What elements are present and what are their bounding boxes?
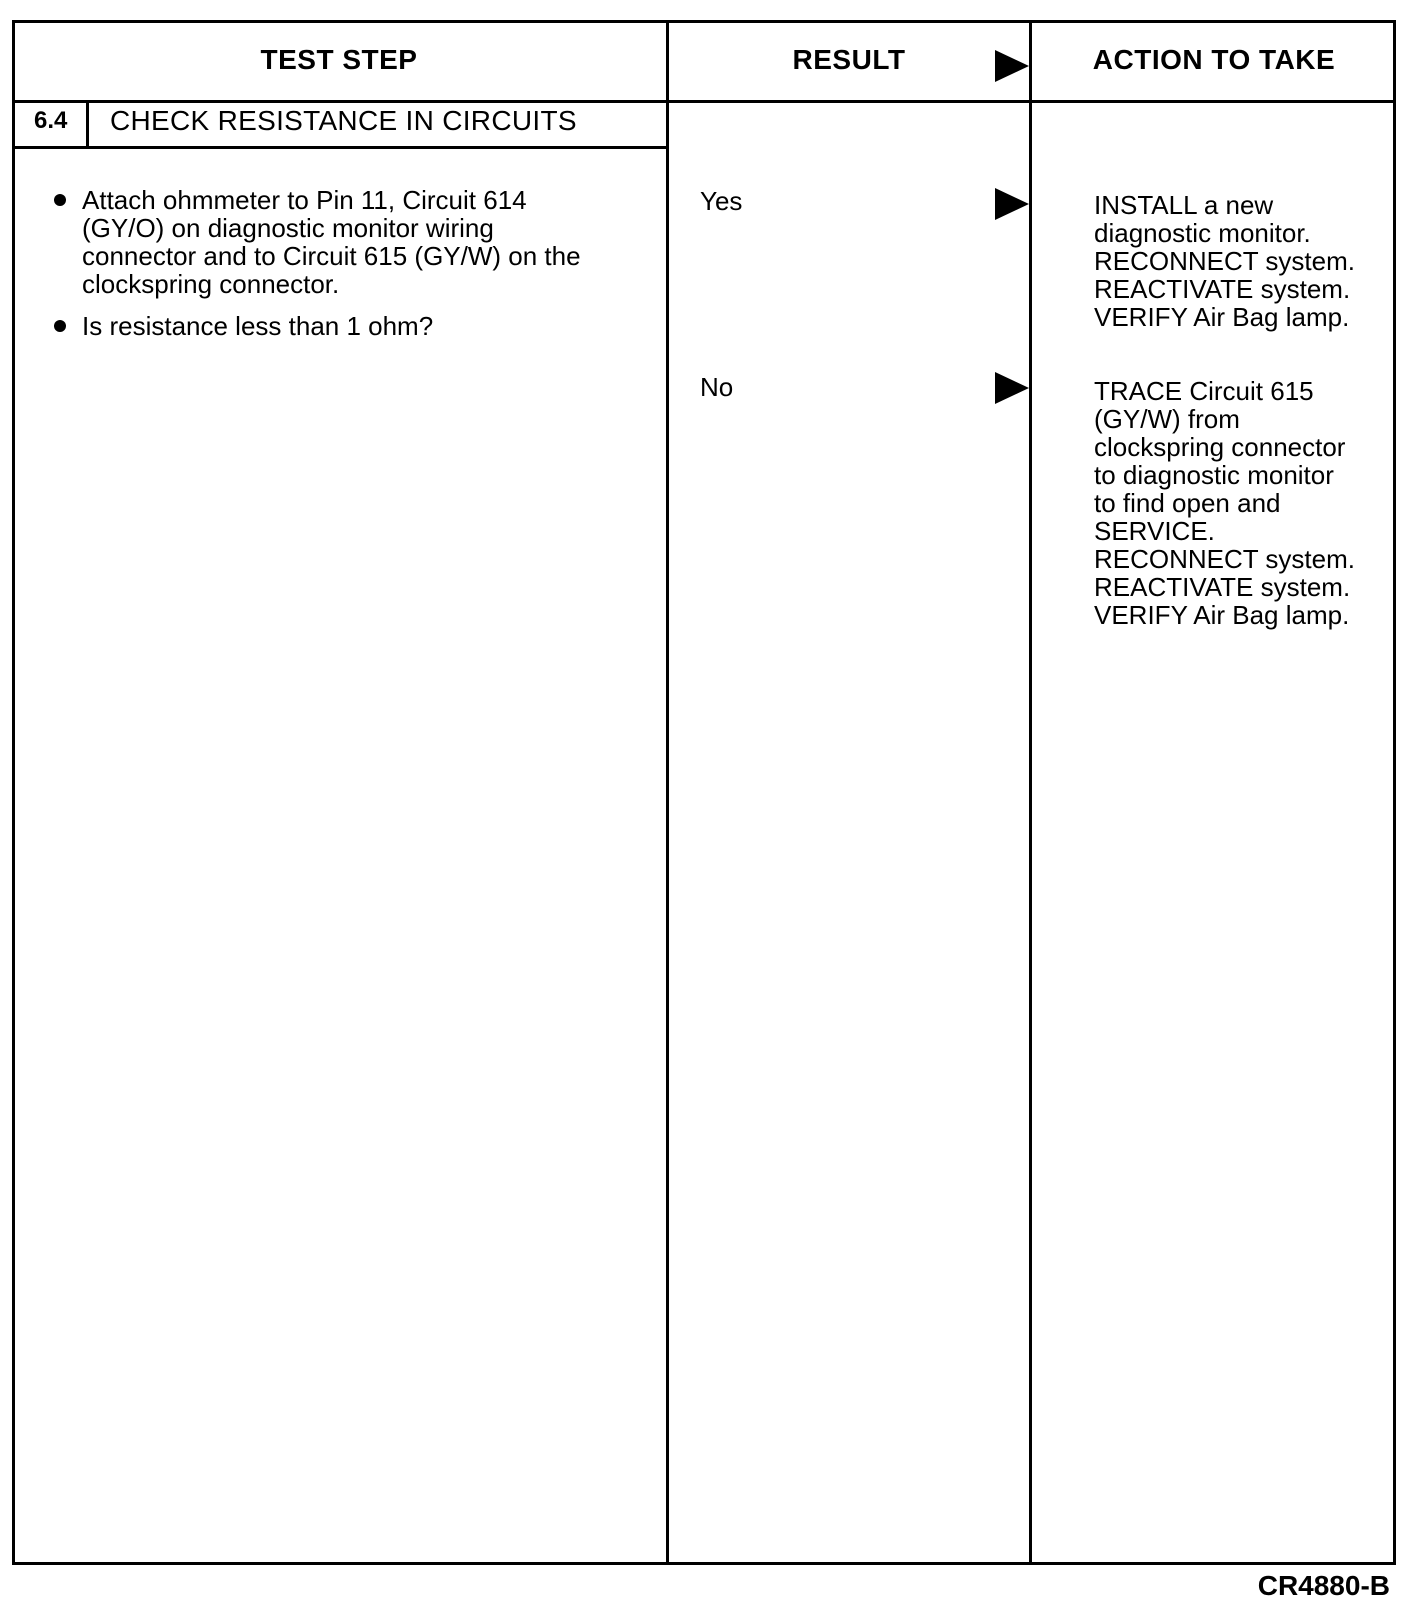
result-no-arrow-icon [995, 372, 1029, 404]
action-line: VERIFY Air Bag lamp. [1094, 302, 1350, 332]
action-line: RECONNECT system. [1094, 544, 1355, 574]
header-action-to-take: ACTION TO TAKE [1092, 44, 1336, 75]
header-divider [12, 100, 1396, 103]
step-title: CHECK RESISTANCE IN CIRCUITS [110, 105, 577, 136]
bullet-icon [54, 320, 66, 332]
action-line: to find open and [1094, 488, 1281, 518]
action-line: (GY/W) from [1094, 404, 1240, 434]
bullet-icon [54, 194, 66, 206]
test-step-instructions [50, 186, 610, 354]
step-number: 6.4 [34, 107, 68, 134]
step-number-divider [86, 100, 89, 146]
action-line: INSTALL a new [1094, 190, 1274, 220]
figure-id: CR4880-B [1257, 1570, 1390, 1601]
header-result: RESULT [792, 44, 906, 75]
column-divider-step-result [666, 20, 669, 1565]
instruction-item [50, 312, 610, 340]
action-line: REACTIVATE system. [1094, 572, 1351, 602]
instruction-item [50, 186, 610, 298]
action-line: TRACE Circuit 615 [1094, 376, 1314, 406]
instruction-text: Attach ohmmeter to Pin 11, Circuit 614 (GY/O) on diagnostic monitor wiring connector and to Circuit 615 (GY/W) on the clockspring connector. [82, 185, 581, 299]
action-line: SERVICE. [1094, 516, 1215, 546]
action-line: clockspring connector [1094, 432, 1346, 462]
action-yes [1094, 191, 1394, 331]
result-yes: Yes [700, 186, 743, 216]
action-line: diagnostic monitor. [1094, 218, 1311, 248]
instruction-text: Is resistance less than 1 ohm? [82, 311, 434, 341]
header-test-step: TEST STEP [260, 44, 418, 75]
result-yes-arrow-icon [995, 188, 1029, 220]
header-arrow-icon [995, 50, 1029, 82]
step-title-divider [12, 146, 669, 149]
action-line: RECONNECT system. [1094, 246, 1355, 276]
action-line: VERIFY Air Bag lamp. [1094, 600, 1350, 630]
result-no: No [700, 372, 734, 402]
action-no [1094, 377, 1394, 629]
action-line: REACTIVATE system. [1094, 274, 1351, 304]
action-line: to diagnostic monitor [1094, 460, 1334, 490]
column-divider-result-action [1029, 20, 1032, 1565]
